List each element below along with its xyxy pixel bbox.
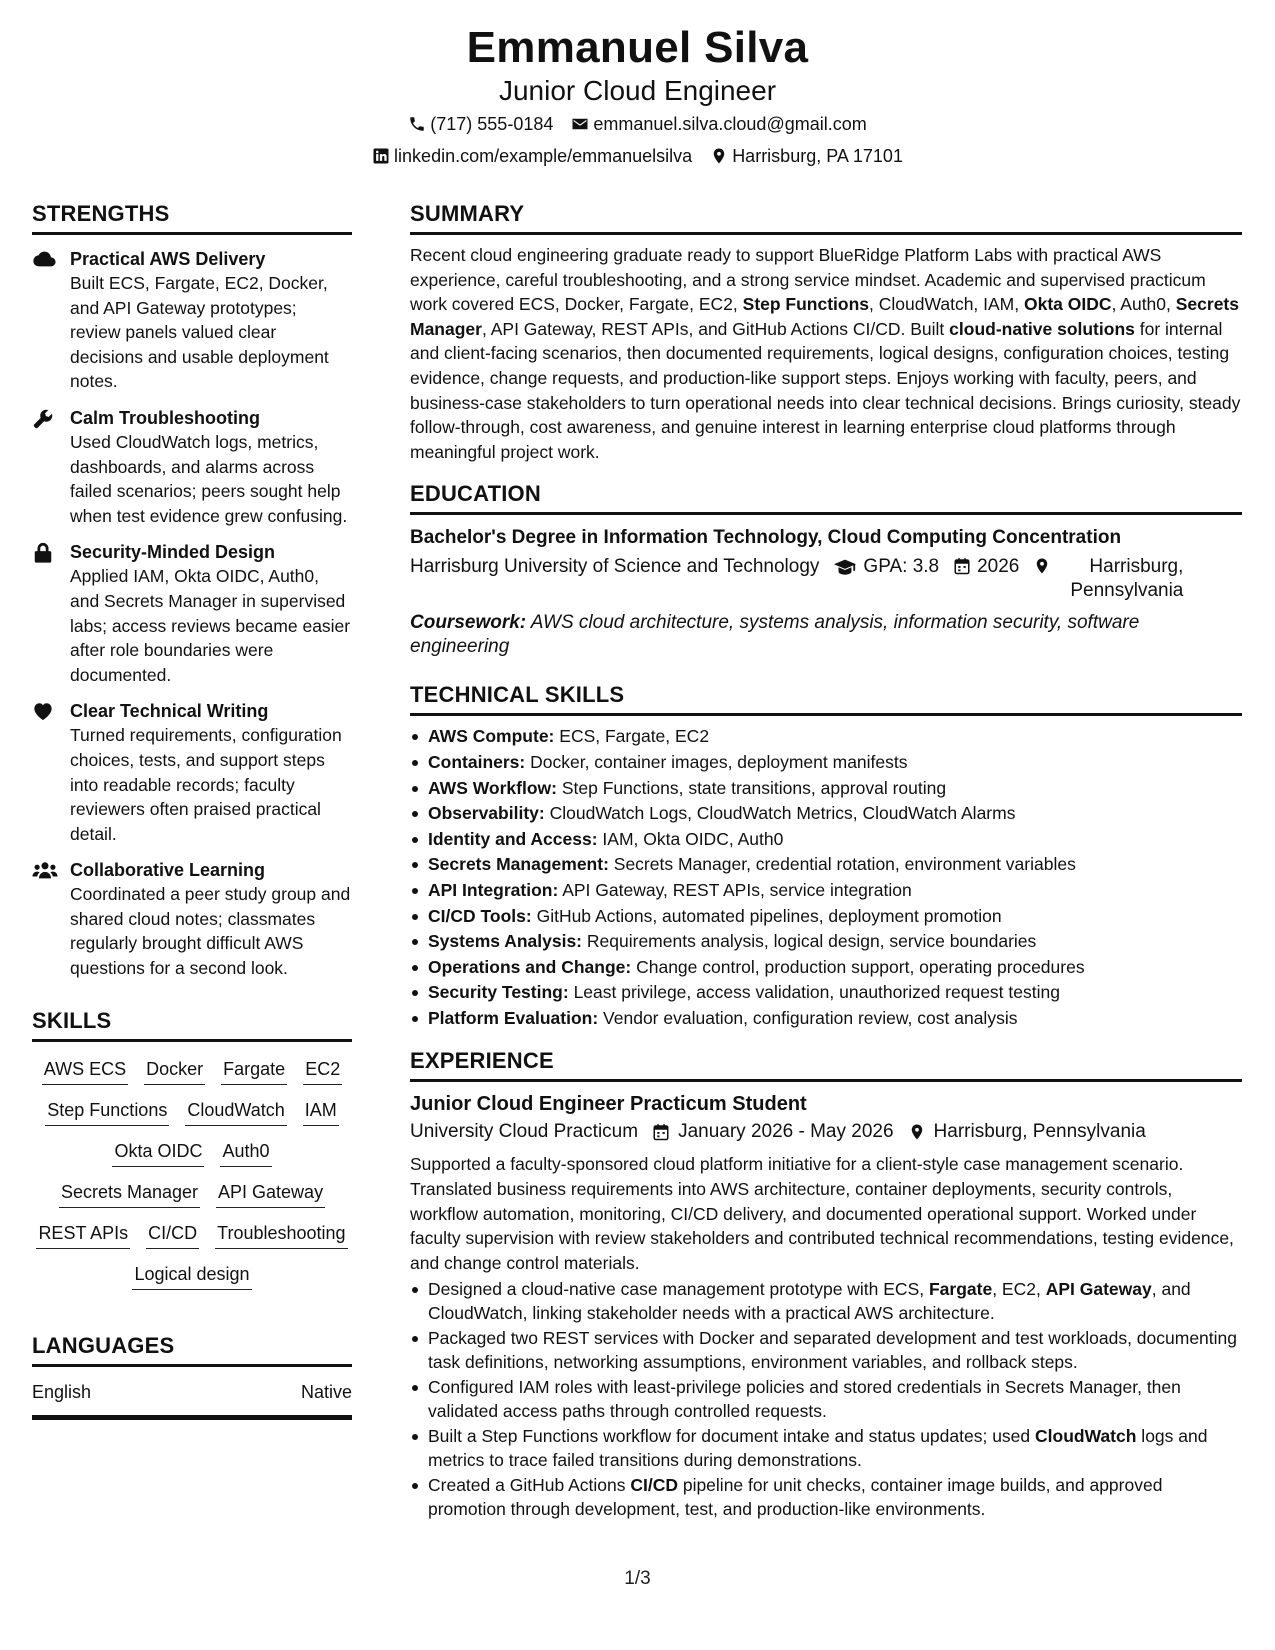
experience-bullet — [410, 1424, 1242, 1472]
users-icon — [32, 858, 56, 980]
experience-description: Supported a faculty-sponsored cloud platform initiative for a client-style case management scenario. Translated business requirements into AWS architecture, container deployments, security controls, workflow automation, monitoring, CI/CD delivery, and documented operational support. Worked under faculty supervision with review stakeholders and contributed technical recommendations, testing evidence, and change control materials. — [410, 1154, 1234, 1273]
bold-text: cloud-native solutions — [949, 318, 1135, 339]
wrench-icon — [32, 406, 56, 528]
technical-skill-item — [410, 724, 1242, 750]
experience-location — [908, 1118, 1146, 1146]
location-text: Harrisburg, PA 17101 — [732, 146, 903, 166]
skill-tag: Secrets Manager — [59, 1179, 200, 1208]
skill-tag: EC2 — [303, 1056, 342, 1085]
technical-skill-value: ECS, Fargate, EC2 — [559, 726, 710, 747]
education-meta — [410, 555, 1242, 603]
phone-contact — [408, 108, 553, 140]
text-run: Built a Step Functions workflow for document intake and status updates; used — [428, 1426, 1036, 1447]
text-run: , and CloudWatch, linking stakeholder needs with a practical AWS architecture. — [428, 1279, 1191, 1324]
linkedin-icon — [372, 147, 390, 165]
experience-bullets — [410, 1277, 1242, 1521]
technical-skill-item — [410, 955, 1242, 981]
technical-skill-value: CloudWatch Logs, CloudWatch Metrics, CloudWatch Alarms — [549, 803, 1016, 824]
linkedin-contact[interactable] — [372, 140, 692, 172]
contact-row-2 — [0, 140, 1275, 172]
experience-bullet — [410, 1277, 1242, 1325]
education-year — [953, 555, 1019, 603]
skill-tag: Okta OIDC — [112, 1138, 204, 1167]
experience-dates — [652, 1118, 893, 1146]
envelope-icon — [571, 115, 589, 133]
text-run: , EC2, — [992, 1279, 1046, 1300]
technical-skill-value: Least privilege, access validation, unauthorized request testing — [573, 982, 1060, 1003]
technical-skill-label: Platform Evaluation: — [428, 1007, 599, 1028]
technical-skill-value: Change control, production support, operating procedures — [636, 956, 1085, 977]
coursework-text: AWS cloud architecture, systems analysis, information security, software engineering — [410, 612, 1140, 658]
linkedin-text[interactable]: linkedin.com/example/emmanuelsilva — [394, 146, 693, 166]
skill-tag: Step Functions — [45, 1097, 169, 1126]
skill-tag: Logical design — [132, 1261, 251, 1290]
skill-tag: Auth0 — [220, 1138, 271, 1167]
technical-skill-value: Step Functions, state transitions, approval routing — [561, 777, 947, 798]
summary-text — [410, 243, 1242, 464]
technical-skill-label: CI/CD Tools: — [428, 905, 532, 926]
technical-skill-value: Secrets Manager, credential rotation, environment variables — [613, 854, 1076, 875]
technical-skill-label: Systems Analysis: — [428, 931, 583, 952]
technical-skill-label: AWS Workflow: — [428, 777, 557, 798]
technical-skill-item — [410, 801, 1242, 827]
skill-tag: Troubleshooting — [215, 1220, 347, 1249]
language-name: English — [32, 1381, 92, 1402]
technical-skill-value: Requirements analysis, logical design, service boundaries — [586, 931, 1037, 952]
strength-description: Applied IAM, Okta OIDC, Auth0, and Secrets Manager in supervised labs; access reviews became easier after role boundaries were documented. — [70, 566, 351, 685]
technical-skill-item — [410, 750, 1242, 776]
technical-skill-label: API Integration: — [428, 879, 559, 900]
skill-tag: API Gateway — [216, 1179, 325, 1208]
location-contact — [710, 140, 903, 172]
coursework-label: Coursework: — [410, 612, 527, 634]
email-contact[interactable] — [571, 108, 866, 140]
lock-icon — [32, 540, 56, 687]
strength-description: Used CloudWatch logs, metrics, dashboards, and alarms across failed scenarios; peers sought help when test evidence grew confusing. — [70, 431, 348, 526]
text-run: Designed a cloud-native case management prototype with ECS, — [428, 1279, 929, 1300]
education-heading: EDUCATION — [410, 480, 1242, 515]
experience-role: Junior Cloud Engineer Practicum Student — [410, 1093, 807, 1116]
skill-tag: AWS ECS — [42, 1056, 128, 1085]
technical-skill-item — [410, 878, 1242, 904]
education-location — [1033, 555, 1183, 603]
skills-heading: SKILLS — [32, 1007, 352, 1042]
summary-heading: SUMMARY — [410, 200, 1242, 235]
strength-item — [32, 699, 352, 846]
technical-skills-list — [410, 724, 1242, 1031]
strength-body — [70, 540, 352, 687]
strength-body — [70, 858, 352, 980]
skill-tag: REST APIs — [36, 1220, 130, 1249]
technical-skill-label: Identity and Access: — [428, 828, 598, 849]
languages-list — [32, 1379, 352, 1420]
strengths-heading: STRENGTHS — [32, 200, 352, 235]
bold-text: Fargate — [928, 1279, 993, 1300]
technical-skill-label: Operations and Change: — [428, 956, 632, 977]
bold-text: Secrets Manager — [410, 294, 1239, 339]
strength-body — [70, 247, 352, 394]
text-run: Packaged two REST services with Docker and separated development and test workloads, documenting task definitions, networking assumptions, environment variables, and rollback steps. — [428, 1328, 1237, 1373]
technical-skill-value: API Gateway, REST APIs, service integration — [562, 879, 912, 900]
experience-dates-text: January 2026 - May 2026 — [678, 1121, 894, 1143]
strength-description: Coordinated a peer study group and shared cloud notes; classmates regularly brought difficult AWS questions for a second look. — [70, 884, 351, 979]
skill-tag: Docker — [144, 1056, 205, 1085]
text-run: logs and metrics to trace failed transitions during demonstrations. — [428, 1426, 1208, 1471]
email-text[interactable]: emmanuel.silva.cloud@gmail.com — [593, 114, 867, 134]
education-degree: Bachelor's Degree in Information Technology, Cloud Computing Concentration — [410, 527, 1122, 549]
resume-header — [0, 22, 1275, 172]
technical-skill-item — [410, 904, 1242, 930]
bold-text: Step Functions — [742, 294, 870, 315]
experience-heading: EXPERIENCE — [410, 1047, 1242, 1082]
cloud-icon — [32, 247, 56, 394]
strength-title: Calm Troubleshooting — [70, 407, 261, 428]
map-pin-icon — [1033, 557, 1051, 575]
technical-skill-item — [410, 827, 1242, 853]
technical-skill-item — [410, 929, 1242, 955]
skills-list — [32, 1042, 352, 1290]
heart-icon — [32, 699, 56, 846]
technical-skill-item — [410, 1006, 1242, 1032]
graduation-cap-icon — [833, 556, 857, 578]
experience-org: University Cloud Practicum — [410, 1121, 639, 1143]
education-coursework — [410, 611, 1242, 659]
bold-text: Okta OIDC — [1024, 294, 1112, 315]
left-column — [32, 200, 352, 1420]
language-level: Native — [300, 1381, 352, 1402]
experience-bullet — [410, 1326, 1242, 1374]
experience-meta — [410, 1118, 1242, 1146]
technical-skill-label: AWS Compute: — [428, 726, 555, 747]
text-run: for internal and client-facing scenarios, then documented requirements, logical designs, configuration choices, testing evidence, change requests, and production-like support steps. Enjoys working with faculty, peers, and business-case stakeholders to turn operational needs into clear technical decisions. Brings curiosity, steady follow-through, cost awareness, and genuine interest in learning enterprise cloud platforms through meaningful project work. — [410, 318, 1241, 462]
strengths-list — [32, 247, 352, 981]
map-pin-icon — [710, 147, 728, 165]
skill-tag: CI/CD — [146, 1220, 199, 1249]
strength-title: Practical AWS Delivery — [70, 249, 266, 269]
technical-skill-value: Docker, container images, deployment manifests — [530, 751, 908, 772]
experience-bullet — [410, 1473, 1242, 1521]
technical-skill-item — [410, 852, 1242, 878]
experience-bullet — [410, 1375, 1242, 1423]
technical-skill-label: Containers: — [428, 751, 526, 772]
text-run: Created a GitHub Actions — [428, 1475, 631, 1496]
technical-skill-label: Security Testing: — [428, 982, 569, 1003]
technical-skill-value: Vendor evaluation, configuration review, cost analysis — [603, 1007, 1018, 1028]
strength-title: Clear Technical Writing — [70, 701, 269, 722]
text-run: Configured IAM roles with least-privilege policies and stored credentials in Secrets Manager, then validated access paths through controlled requests. — [428, 1377, 1181, 1422]
right-column — [410, 200, 1242, 1522]
technical-skill-item — [410, 776, 1242, 802]
strength-body — [70, 699, 352, 846]
text-run: , API Gateway, REST APIs, and GitHub Actions CI/CD. Built — [481, 318, 950, 339]
text-run: pipeline for unit checks, container image builds, and approved promotion through development, test, and production-like environments. — [428, 1475, 1163, 1520]
bold-text: API Gateway — [1045, 1279, 1152, 1300]
education-gpa-text: GPA: 3.8 — [863, 556, 940, 578]
phone-icon — [408, 115, 426, 133]
strength-item — [32, 540, 352, 687]
skill-tag: IAM — [303, 1097, 339, 1126]
strength-item — [32, 247, 352, 394]
text-run: Recent cloud engineering graduate ready to support BlueRidge Platform Labs with practical AWS experience, careful troubleshooting, and a strong service mindset. Academic and supervised practicum work covered ECS, Docker, Fargate, EC2, — [410, 245, 1206, 315]
skill-tag: CloudWatch — [185, 1097, 286, 1126]
education-year-text: 2026 — [977, 556, 1020, 578]
bold-text: CloudWatch — [1035, 1426, 1137, 1447]
technical-skills-heading: TECHNICAL SKILLS — [410, 681, 1242, 716]
bold-text: CI/CD — [630, 1475, 678, 1496]
text-run: , CloudWatch, IAM, — [869, 294, 1024, 315]
contact-row-1 — [0, 108, 1275, 140]
technical-skill-value: GitHub Actions, automated pipelines, deployment promotion — [536, 905, 1002, 926]
technical-skill-label: Secrets Management: — [428, 854, 609, 875]
strength-body — [70, 406, 352, 528]
text-run: , Auth0, — [1111, 294, 1176, 315]
language-row — [32, 1379, 352, 1420]
education-institution: Harrisburg University of Science and Technology — [410, 556, 820, 578]
strength-title: Security-Minded Design — [70, 542, 276, 563]
phone-text: (717) 555-0184 — [430, 114, 554, 134]
calendar-icon — [953, 557, 971, 575]
languages-heading: LANGUAGES — [32, 1332, 352, 1367]
strength-item — [32, 406, 352, 528]
technical-skill-value: IAM, Okta OIDC, Auth0 — [602, 828, 784, 849]
strength-title: Collaborative Learning — [70, 860, 266, 881]
technical-skill-label: Observability: — [428, 803, 545, 824]
map-pin-icon — [908, 1123, 926, 1141]
page-number: 1/3 — [624, 1568, 651, 1589]
technical-skill-item — [410, 980, 1242, 1006]
calendar-icon — [652, 1123, 670, 1141]
strength-description: Built ECS, Fargate, EC2, Docker, and API Gateway prototypes; review panels valued clear decisions and usable deployment notes. — [70, 273, 329, 392]
candidate-title: Junior Cloud Engineer — [498, 75, 777, 106]
candidate-name: Emmanuel Silva — [466, 23, 809, 72]
education-location-text: Harrisburg, Pennsylvania — [1070, 556, 1184, 602]
strength-item — [32, 858, 352, 980]
experience-location-text: Harrisburg, Pennsylvania — [933, 1121, 1146, 1143]
strength-description: Turned requirements, configuration choices, tests, and support steps into readable records; faculty reviewers often praised practical detail. — [70, 725, 342, 844]
skill-tag: Fargate — [221, 1056, 287, 1085]
education-gpa — [833, 555, 939, 603]
